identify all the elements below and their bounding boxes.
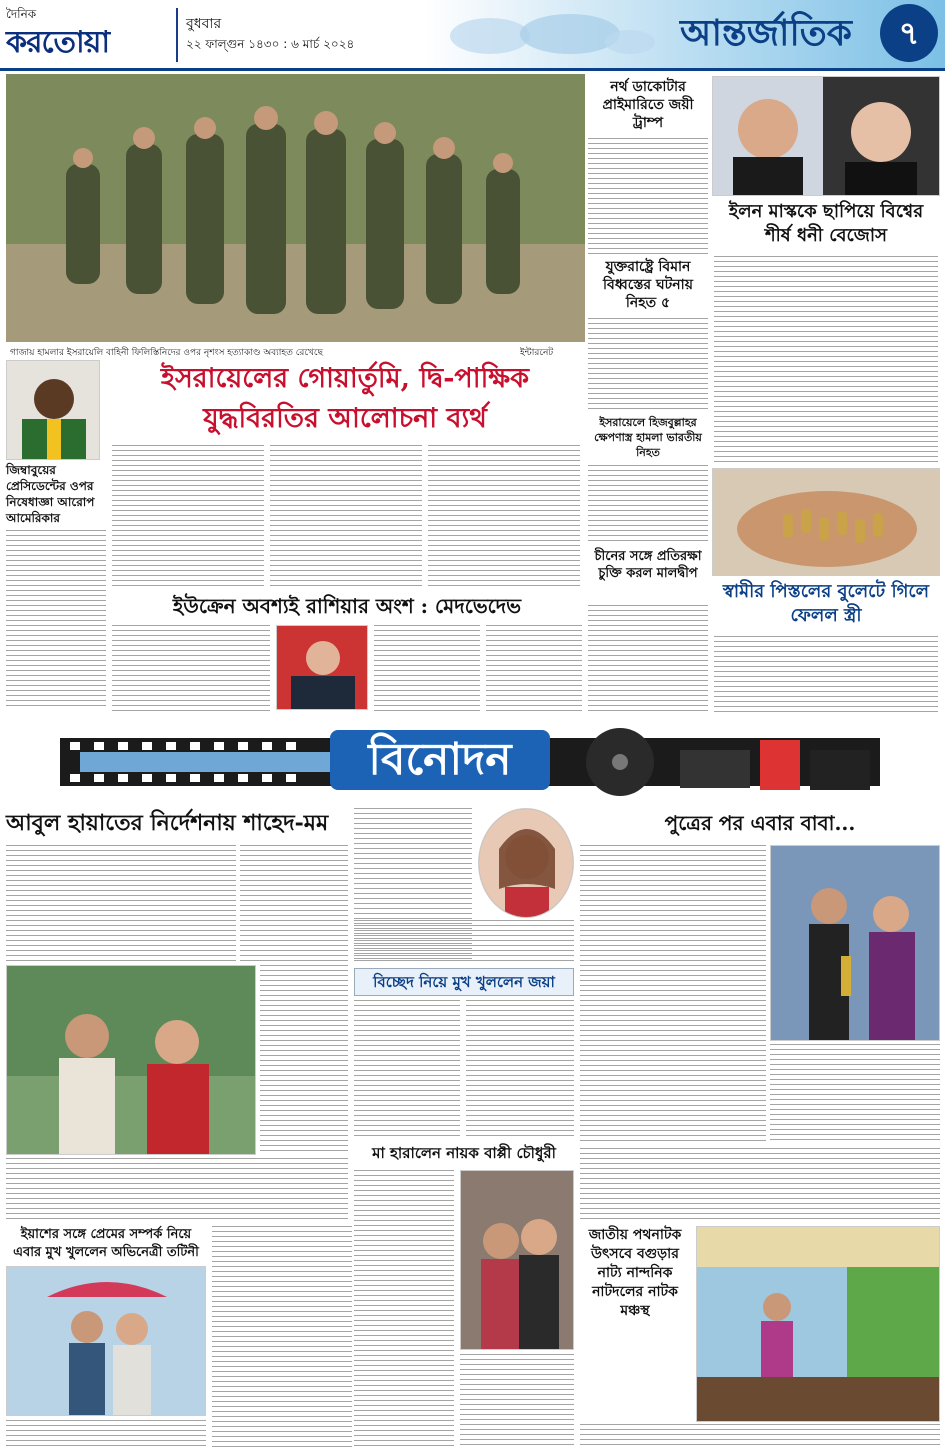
father-body-col2	[770, 1044, 940, 1144]
masthead-rule	[0, 68, 945, 71]
ent-story1-body-col3	[260, 965, 348, 1155]
stage-illustration	[697, 1227, 940, 1422]
joya-body-col2	[354, 920, 574, 964]
shahed-mom-photo	[6, 965, 256, 1155]
father-body-bottom	[580, 1148, 940, 1220]
award-illustration	[771, 846, 940, 1041]
ent-story1-body-col2	[240, 845, 348, 963]
joya-photo	[478, 808, 574, 918]
portraits-illustration	[713, 77, 940, 196]
maldives-headline: চীনের সঙ্গে প্রতিরক্ষা চুক্তি করল মালদ্বীপ	[594, 549, 702, 581]
us-crash-headline: যুক্তরাষ্ট্রে বিমান বিধ্বস্তের ঘটনায় নিহত ৫	[603, 259, 693, 311]
ent-story1-headline: আবুল হায়াতের নির্দেশনায় শাহেদ-মম	[6, 810, 329, 836]
ent-story6-headline: জাতীয় পথনাটক উৎসবে বগুড়ার নাট্য নান্দনিক নাটদলের নাটক মঞ্চস্থ	[588, 1227, 682, 1319]
ent-story5-headline: মা হারালেন নায়ক বাপ্পী চৌধুরী	[372, 1144, 556, 1162]
ent-story3-headline: বিচ্ছেদ নিয়ে মুখ খুললেন জয়া	[373, 973, 555, 991]
entertainment-banner: বিনোদন	[330, 730, 550, 790]
street-theatre-body	[580, 1424, 940, 1448]
soldiers-illustration	[6, 74, 585, 342]
newspaper-logo-small: দৈনিক	[6, 7, 37, 21]
ent-story1-body-bottom	[6, 1158, 348, 1223]
ukraine-body-col1	[112, 625, 270, 713]
portrait-illustration	[277, 626, 368, 710]
bappy-photo	[460, 1170, 574, 1350]
trump-headline: নর্থ ডাকোটার প্রাইমারিতে জয়ী ট্রাম্প	[602, 79, 694, 131]
newspaper-logo: করতোয়া	[6, 25, 110, 60]
photo-credit: ইন্টারনেট	[520, 348, 554, 358]
main-headline-line1: ইসরায়েলের গোয়ার্তুমি, দ্বি-পাক্ষিক	[160, 363, 530, 394]
bullet-headline: স্বামীর পিস্তলের বুলেটে গিলে ফেলল স্ত্রী	[722, 581, 930, 626]
bappy-body-col1	[354, 1170, 454, 1446]
top-story-body-col1	[112, 445, 264, 590]
ukraine-body-col2	[374, 625, 480, 713]
joya-body-col4	[466, 1000, 574, 1138]
award-photo	[770, 845, 940, 1041]
world-map-icon	[430, 6, 660, 64]
page-number: ৭	[880, 4, 938, 62]
bappy-body-col2	[460, 1354, 574, 1446]
ukraine-headline: ইউক্রেন অবশ্যই রাশিয়ার অংশ : মেদভেদেভ	[172, 594, 522, 618]
hezbollah-body	[588, 465, 708, 545]
ent-story1-body-col1	[6, 845, 236, 963]
tatini-photo	[6, 1266, 206, 1416]
street-theatre-photo	[696, 1226, 940, 1422]
bullet-body	[714, 636, 938, 713]
top-story-body-col2	[270, 445, 422, 590]
masthead-divider	[176, 8, 178, 62]
bezos-headline: ইলন মাস্ককে ছাপিয়ে বিশ্বের শীর্ষ ধনী বেজোস	[728, 201, 924, 246]
issue-date: ২২ ফাল্গুন ১৪৩০ : ৬ মার্চ ২০২৪	[186, 37, 355, 51]
father-body-col1	[580, 845, 766, 1145]
trump-body	[588, 138, 708, 256]
ent-story4-body	[212, 1226, 352, 1448]
maldives-body	[588, 605, 708, 713]
issue-day: বুধবার	[186, 16, 222, 32]
couple-illustration	[7, 966, 256, 1155]
portrait-illustration	[479, 809, 574, 918]
photo-caption: গাজায় হামলার ইসরায়েলি বাহিনী ফিলিস্তিনিদের ওপর নৃশংস হত্যাকাণ্ড অব্যাহত রেখেছে	[10, 348, 323, 358]
zimbabwe-president-photo	[6, 360, 100, 460]
medvedev-photo	[276, 625, 368, 710]
ent-story4-body-bottom	[6, 1420, 206, 1448]
section-title: আন্তর্জাতিক	[680, 12, 852, 54]
main-headline-line2: যুদ্ধবিরতির আলোচনা ব্যর্থ	[203, 403, 487, 434]
couple-illustration	[7, 1267, 206, 1416]
zimbabwe-headline: জিম্বাবুয়ের প্রেসিডেন্টের ওপর নিষেধাজ্ঞা আরোপ আমেরিকার	[6, 463, 95, 525]
joya-body-col3	[354, 1000, 460, 1138]
portrait-illustration	[461, 1171, 574, 1350]
bullets-illustration	[713, 469, 940, 576]
soldiers-photo	[6, 74, 585, 342]
us-crash-body	[588, 318, 708, 413]
top-story-body-col3	[428, 445, 580, 590]
bezos-body	[714, 256, 938, 464]
ukraine-body-col3	[486, 625, 582, 713]
zimbabwe-body	[6, 530, 106, 710]
bullets-photo	[712, 468, 940, 576]
hezbollah-headline: ইসরায়েলে হিজবুল্লাহর ক্ষেপণাস্ত্র হামলা ভারতীয় নিহত	[594, 416, 702, 459]
ent-story4-headline: ইয়াশের সঙ্গে প্রেমের সম্পর্ক নিয়ে এবার মুখ খুললেন অভিনেত্রী তটিনী	[13, 1227, 199, 1260]
ent-story2-headline: পুত্রের পর এবার বাবা...	[664, 811, 856, 835]
portrait-illustration	[7, 361, 100, 460]
bezos-musk-photo	[712, 76, 940, 196]
